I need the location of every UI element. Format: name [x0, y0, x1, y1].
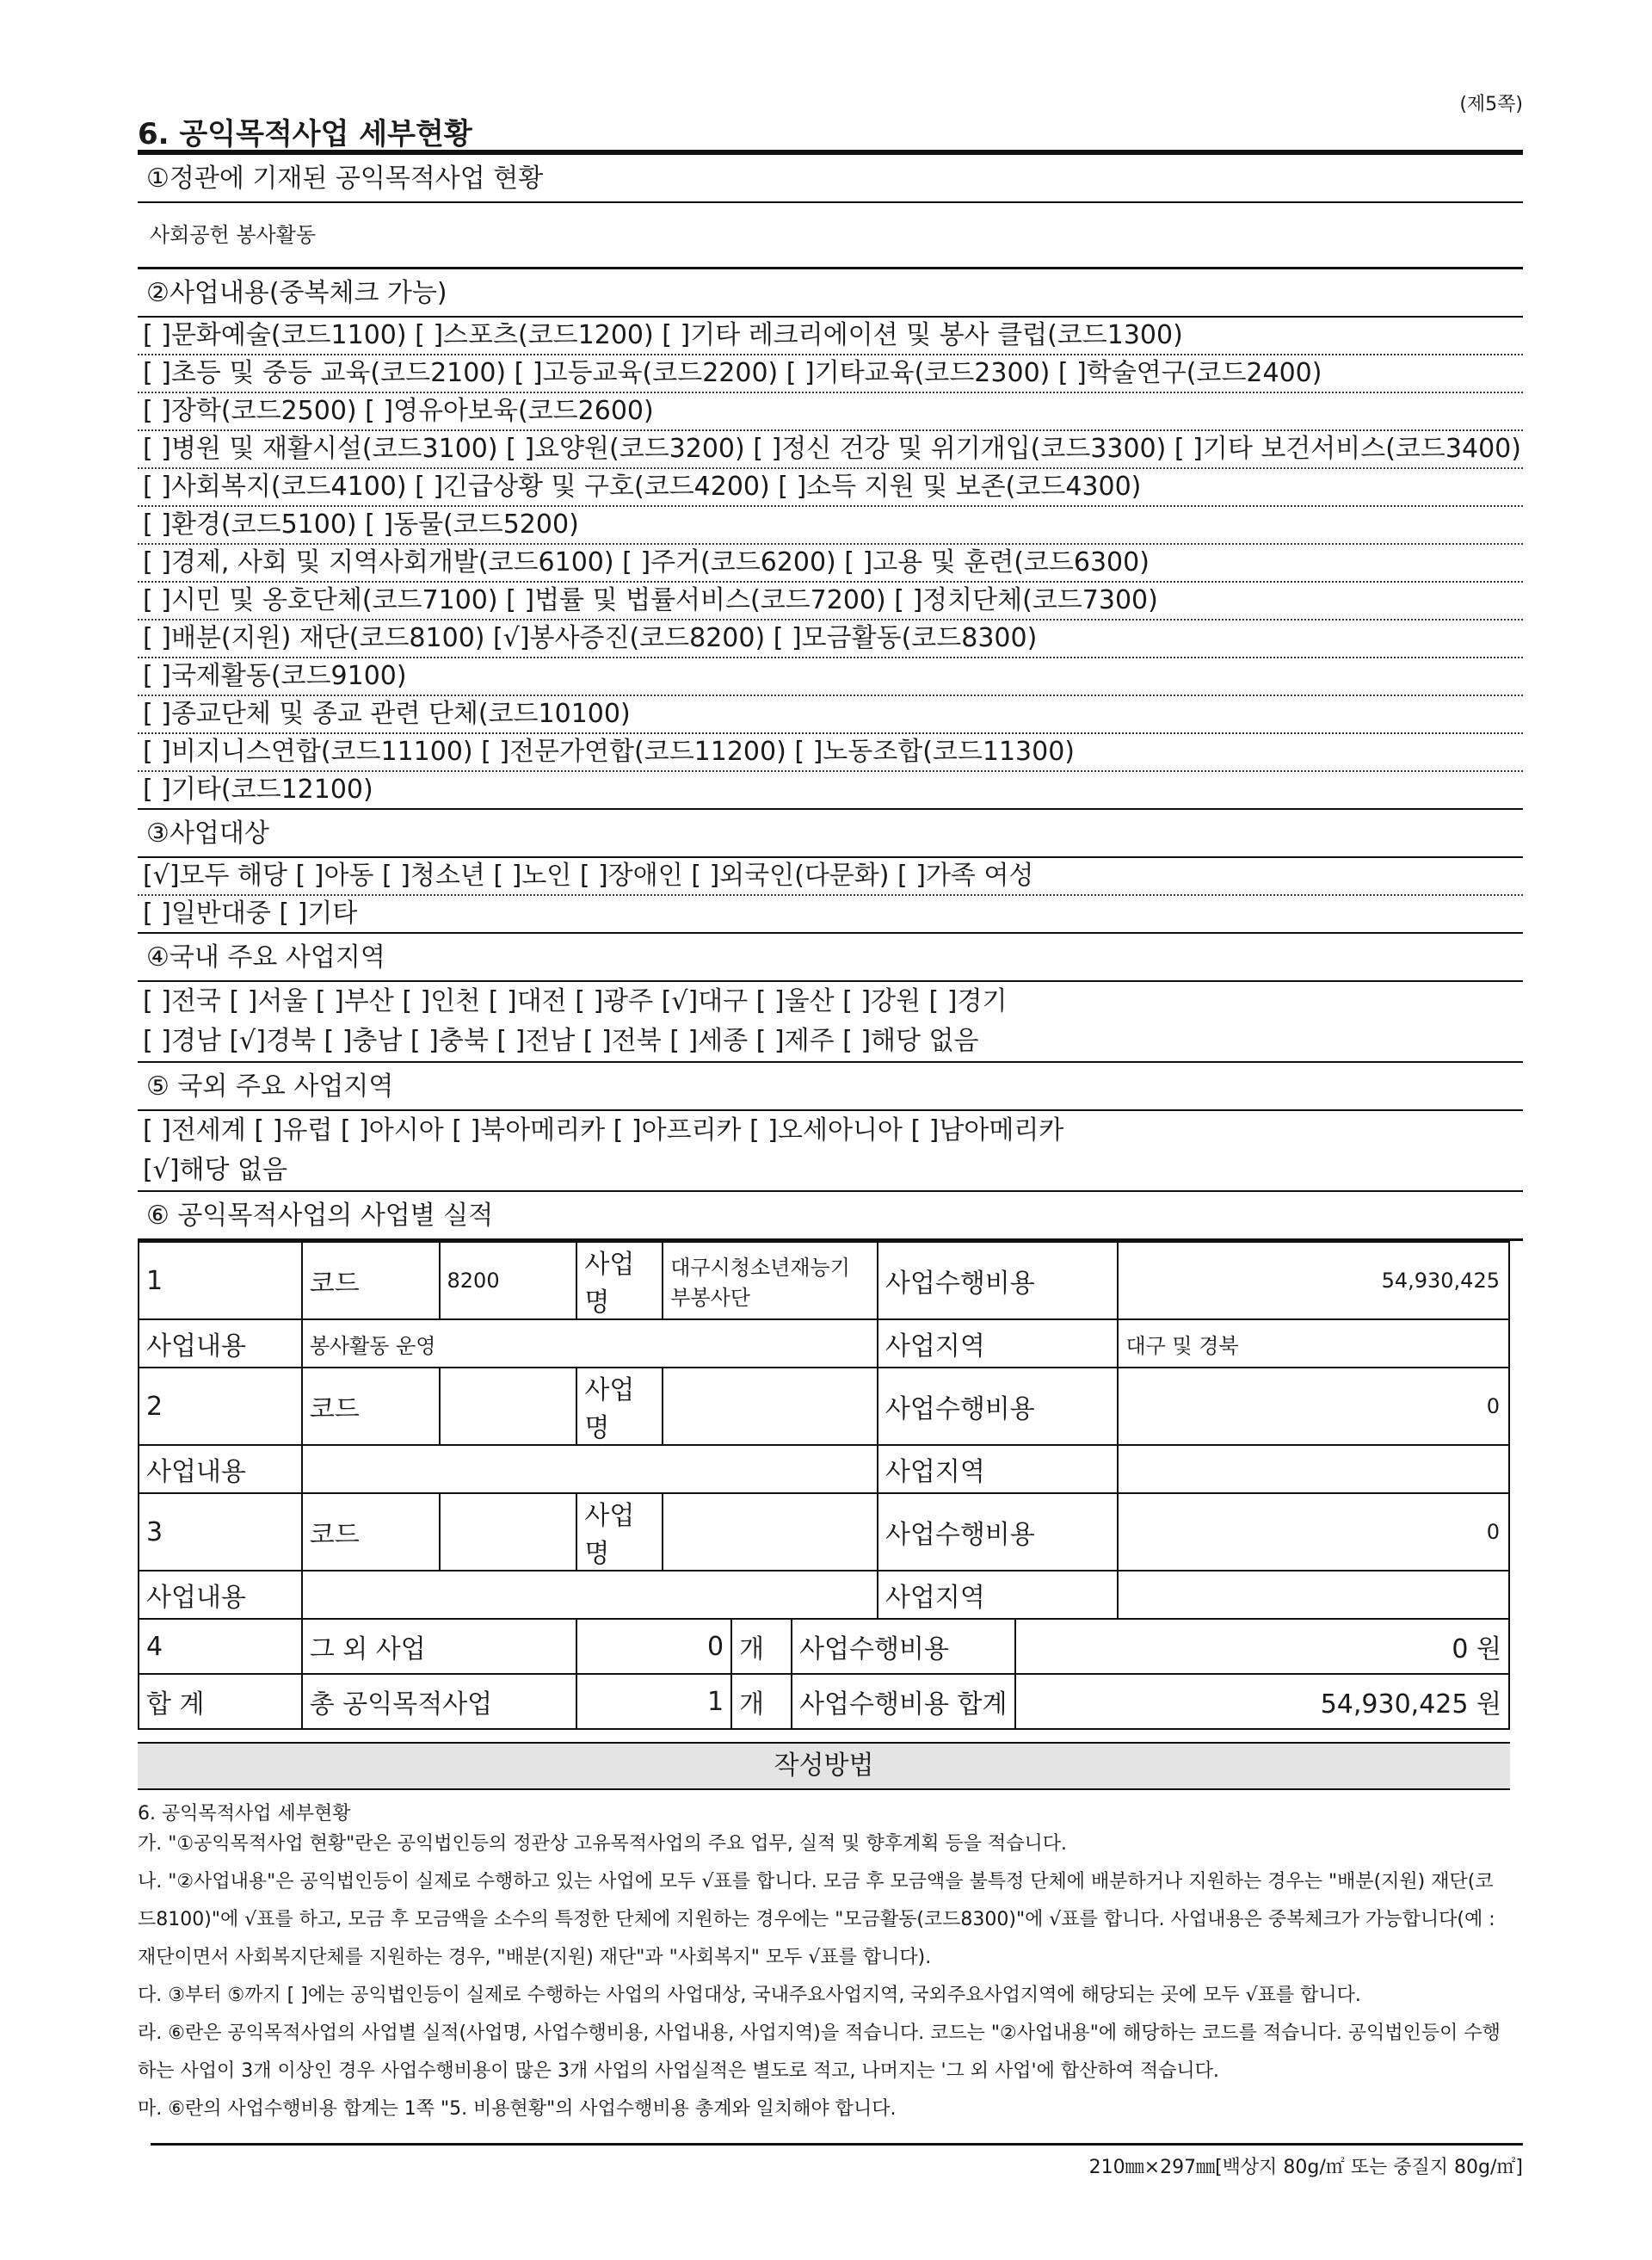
name-label: 사업명: [576, 1493, 663, 1571]
guide-list: [138, 1825, 1523, 2128]
item-number: 1: [139, 1242, 302, 1319]
section-3-heading: ③사업대상: [138, 810, 1523, 858]
section-1-text: 사회공헌 봉사활동: [138, 203, 1523, 269]
other-cost-value[interactable]: 0: [1452, 1634, 1469, 1664]
content-value[interactable]: [302, 1445, 878, 1493]
region-label: 사업지역: [878, 1571, 1119, 1619]
region-value[interactable]: [1118, 1445, 1509, 1493]
content-value[interactable]: [302, 1571, 878, 1619]
guide-item: 나. "②사업내용"은 공익법인등이 실제로 수행하고 있는 사업에 모두 √표를 합니다. 모금 후 모금액을 불특정 단체에 배분하거나 지원하는 경우는 "배분(지원) 재단(코드8100)"에 √표를 하고, 모금 후 모금액을 소수의 특정한 단체에 지원하는 경우에는 "모금활동(코드8300)"에 √표를 합니다. 사업내용은 중복체크가 가능합니다(예 : 재단이면서 사회복지단체를 지원하는 경우, "배분(지원) 재단"과 "사회복지" 모두 √표를 합니다).: [138, 1871, 1495, 1968]
name-label: 사업명: [576, 1242, 663, 1319]
form-title: 6. 공익목적사업 세부현황: [138, 86, 1523, 155]
overseas-region-row[interactable]: [ ]전세계 [ ]유럽 [ ]아시아 [ ]북아메리카 [ ]아프리카 [ ]오세아니아 [ ]남아메리카: [143, 1115, 1064, 1145]
table-row: [139, 1242, 1509, 1319]
table-row: [139, 1319, 1509, 1368]
total-count[interactable]: 1: [576, 1674, 731, 1729]
table-row: [139, 1571, 1509, 1619]
name-value[interactable]: [663, 1493, 878, 1571]
checkbox-row[interactable]: [ ]병원 및 재활시설(코드3100) [ ]요양원(코드3200) [ ]정신 건강 및 위기개입(코드3300) [ ]기타 보건서비스(코드3400): [138, 431, 1523, 469]
total-label: 합 계: [139, 1674, 302, 1729]
table-row: [139, 1445, 1509, 1493]
other-count[interactable]: 0: [576, 1619, 731, 1674]
guide-item: 가. "①공익목적사업 현황"란은 공익법인등의 정관상 고유목적사업의 주요 업무, 실적 및 향후계획 등을 적습니다.: [138, 1833, 1067, 1855]
won-unit: 원: [1476, 1634, 1501, 1664]
checkbox-row[interactable]: [ ]종교단체 및 종교 관련 단체(코드10100): [138, 696, 1523, 734]
region-value[interactable]: [1118, 1571, 1509, 1619]
guide-item: 다. ③부터 ⑤까지 [ ]에는 공익법인등이 실제로 수행하는 사업의 사업대상, 국내주요사업지역, 국외주요사업지역에 해당되는 곳에 모두 √표를 합니다.: [138, 1985, 1361, 2006]
code-value[interactable]: [440, 1493, 577, 1571]
count-unit: 개: [731, 1619, 792, 1674]
performance-table: [138, 1241, 1510, 1730]
content-label: 사업내용: [139, 1319, 302, 1368]
code-value[interactable]: 8200: [440, 1242, 577, 1319]
content-label: 사업내용: [139, 1445, 302, 1493]
item-number: 2: [139, 1368, 302, 1445]
total-cost-label: 사업수행비용 합계: [792, 1674, 1015, 1729]
content-value[interactable]: 봉사활동 운영: [302, 1319, 878, 1368]
table-row: [139, 1493, 1509, 1571]
checkbox-row[interactable]: [ ]초등 및 중등 교육(코드2100) [ ]고등교육(코드2200) [ ]기타교육(코드2300) [ ]학술연구(코드2400): [138, 355, 1523, 393]
region-label: 사업지역: [878, 1319, 1119, 1368]
total-desc: 총 공익목적사업: [302, 1674, 577, 1729]
region-value[interactable]: 대구 및 경북: [1118, 1319, 1509, 1368]
code-label: 코드: [302, 1368, 440, 1445]
checkbox-row[interactable]: [ ]경제, 사회 및 지역사회개발(코드6100) [ ]주거(코드6200) [ ]고용 및 훈련(코드6300): [138, 545, 1523, 583]
section-5-heading: ⑤ 국외 주요 사업지역: [138, 1063, 1523, 1111]
checkbox-row[interactable]: [ ]기타(코드12100): [138, 772, 1523, 810]
cost-label: 사업수행비용: [878, 1242, 1119, 1319]
item-number: 3: [139, 1493, 302, 1571]
paper-spec-footer: 210㎜×297㎜[백상지 80g/㎡ 또는 중질지 80g/㎡]: [151, 2143, 1523, 2179]
target-row[interactable]: [ ]일반대중 [ ]기타: [138, 896, 1523, 934]
checkbox-row[interactable]: [ ]비지니스연합(코드11100) [ ]전문가연합(코드11200) [ ]노동조합(코드11300): [138, 734, 1523, 772]
total-cost-value[interactable]: 54,930,425: [1320, 1689, 1469, 1720]
cost-label: 사업수행비용: [878, 1368, 1119, 1445]
domestic-region-row[interactable]: [ ]경남 [√]경북 [ ]충남 [ ]충북 [ ]전남 [ ]전북 [ ]세종 [ ]제주 [ ]해당 없음: [138, 1022, 1523, 1063]
page-number: (제5쪽): [1459, 94, 1523, 115]
checkbox-row[interactable]: [ ]시민 및 옹호단체(코드7100) [ ]법률 및 법률서비스(코드7200) [ ]정치단체(코드7300): [138, 583, 1523, 621]
item-number: 4: [139, 1619, 302, 1674]
cost-label: 사업수행비용: [878, 1493, 1119, 1571]
region-label: 사업지역: [878, 1445, 1119, 1493]
other-cost-label: 사업수행비용: [792, 1619, 1015, 1674]
other-cost-cell: [1015, 1619, 1509, 1674]
checkbox-row[interactable]: [ ]사회복지(코드4100) [ ]긴급상황 및 구호(코드4200) [ ]소득 지원 및 보존(코드4300): [138, 469, 1523, 507]
table-row-other: [139, 1619, 1509, 1674]
table-row-total: [139, 1674, 1509, 1729]
section-1-heading: ①정관에 기재된 공익목적사업 현황: [138, 155, 1523, 203]
domestic-region-row[interactable]: [ ]전국 [ ]서울 [ ]부산 [ ]인천 [ ]대전 [ ]광주 [√]대구 [ ]울산 [ ]강원 [ ]경기: [143, 986, 1008, 1016]
total-cost-cell: [1015, 1674, 1509, 1729]
overseas-region-row[interactable]: [√]해당 없음: [138, 1151, 1523, 1192]
guide-title: 6. 공익목적사업 세부현황: [138, 1803, 351, 1825]
checkbox-row[interactable]: [ ]장학(코드2500) [ ]영유아보육(코드2600): [138, 393, 1523, 431]
content-label: 사업내용: [139, 1571, 302, 1619]
code-label: 코드: [302, 1242, 440, 1319]
target-row[interactable]: [√]모두 해당 [ ]아동 [ ]청소년 [ ]노인 [ ]장애인 [ ]외국인(다문화) [ ]가족 여성: [138, 858, 1523, 896]
won-unit: 원: [1476, 1689, 1501, 1720]
guide-heading: 작성방법: [138, 1742, 1510, 1790]
cost-value[interactable]: 54,930,425: [1118, 1242, 1509, 1319]
section-2-heading: ②사업내용(중복체크 가능): [138, 269, 1523, 318]
code-label: 코드: [302, 1493, 440, 1571]
guide-item: 마. ⑥란의 사업수행비용 합계는 1쪽 "5. 비용현황"의 사업수행비용 총계와 일치해야 합니다.: [138, 2098, 897, 2120]
checkbox-row[interactable]: [ ]문화예술(코드1100) [ ]스포츠(코드1200) [ ]기타 레크리에이션 및 봉사 클럽(코드1300): [138, 318, 1523, 355]
section-6-heading: ⑥ 공익목적사업의 사업별 실적: [138, 1192, 1523, 1241]
table-row: [139, 1368, 1509, 1445]
code-value[interactable]: [440, 1368, 577, 1445]
count-unit: 개: [731, 1674, 792, 1729]
guide-item: 라. ⑥란은 공익목적사업의 사업별 실적(사업명, 사업수행비용, 사업내용, 사업지역)을 적습니다. 코드는 "②사업내용"에 해당하는 코드를 적습니다. 공익법인등이 수행하는 사업이 3개 이상인 경우 사업수행비용이 많은 3개 사업의 사업실적은 별도로 적고, 나머지는 '그 외 사업'에 합산하여 적습니다.: [138, 2022, 1501, 2082]
cost-value[interactable]: 0: [1118, 1368, 1509, 1445]
form-page: [138, 86, 1523, 2178]
checkbox-row[interactable]: [ ]국제활동(코드9100): [138, 658, 1523, 696]
name-value[interactable]: [663, 1368, 878, 1445]
other-label: 그 외 사업: [302, 1619, 577, 1674]
name-value[interactable]: 대구시청소년재능기부봉사단: [663, 1242, 878, 1319]
name-label: 사업명: [576, 1368, 663, 1445]
cost-value[interactable]: 0: [1118, 1493, 1509, 1571]
section-4-heading: ④국내 주요 사업지역: [138, 934, 1523, 982]
business-content-list: [138, 318, 1523, 810]
checkbox-row[interactable]: [ ]환경(코드5100) [ ]동물(코드5200): [138, 507, 1523, 545]
checkbox-row[interactable]: [ ]배분(지원) 재단(코드8100) [√]봉사증진(코드8200) [ ]모금활동(코드8300): [138, 621, 1523, 658]
